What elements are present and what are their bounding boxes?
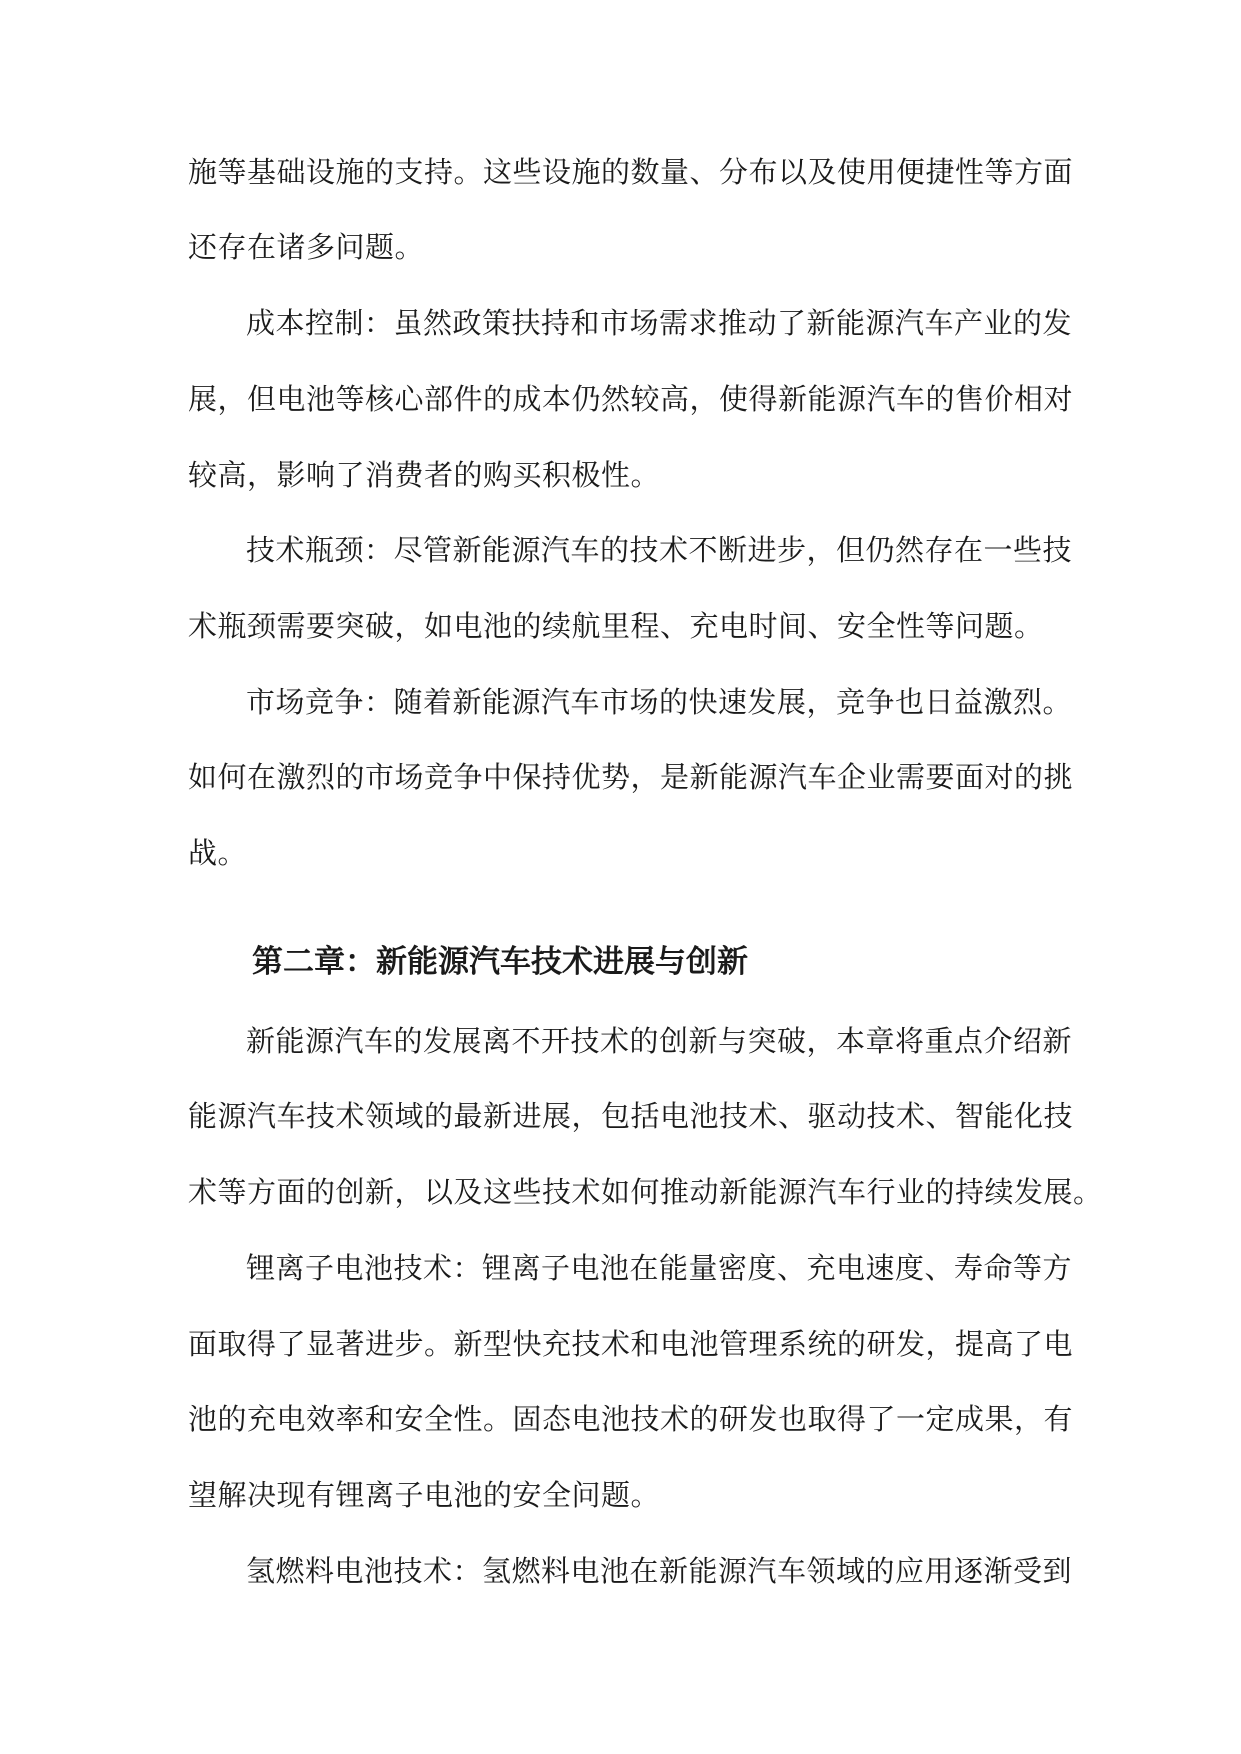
paragraph-line: 术瓶颈需要突破，如电池的续航里程、充电时间、安全性等问题。	[188, 609, 1044, 643]
paragraph-line: 望解决现有锂离子电池的安全问题。	[188, 1478, 661, 1512]
paragraph-line: 施等基础设施的支持。这些设施的数量、分布以及使用便捷性等方面	[188, 155, 1074, 189]
paragraph-line: 展，但电池等核心部件的成本仍然较高，使得新能源汽车的售价相对	[188, 382, 1074, 416]
paragraph-line: 还存在诸多问题。	[188, 230, 425, 264]
chapter-heading: 第二章：新能源汽车技术进展与创新	[252, 944, 748, 980]
paragraph-line: 面取得了显著进步。新型快充技术和电池管理系统的研发，提高了电	[188, 1327, 1074, 1361]
paragraph-line: 如何在激烈的市场竞争中保持优势，是新能源汽车企业需要面对的挑	[188, 760, 1074, 794]
paragraph-line: 成本控制：虽然政策扶持和市场需求推动了新能源汽车产业的发	[246, 306, 1073, 340]
paragraph-line: 池的充电效率和安全性。固态电池技术的研发也取得了一定成果，有	[188, 1402, 1074, 1436]
paragraph-line: 能源汽车技术领域的最新进展，包括电池技术、驱动技术、智能化技	[188, 1099, 1074, 1133]
paragraph-line: 战。	[188, 836, 248, 870]
paragraph-line: 新能源汽车的发展离不开技术的创新与突破，本章将重点介绍新	[246, 1024, 1073, 1058]
paragraph-line: 术等方面的创新，以及这些技术如何推动新能源汽车行业的持续发展。	[188, 1175, 1103, 1209]
paragraph-line: 氢燃料电池技术：氢燃料电池在新能源汽车领域的应用逐渐受到	[246, 1554, 1073, 1588]
paragraph-line: 较高，影响了消费者的购买积极性。	[188, 458, 661, 492]
paragraph-line: 技术瓶颈：尽管新能源汽车的技术不断进步，但仍然存在一些技	[246, 533, 1073, 567]
paragraph-line: 锂离子电池技术：锂离子电池在能量密度、充电速度、寿命等方	[246, 1251, 1073, 1285]
paragraph-line: 市场竞争：随着新能源汽车市场的快速发展，竞争也日益激烈。	[246, 685, 1073, 719]
